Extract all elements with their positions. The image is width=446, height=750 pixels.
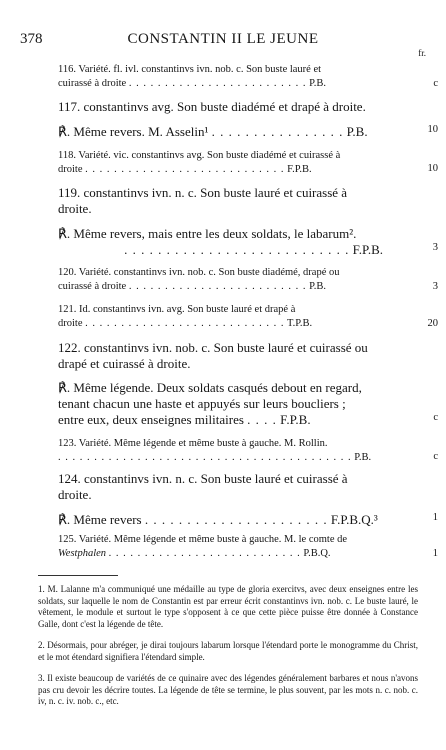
entry-line: droite. <box>58 201 92 216</box>
entry-line: 123. Variété. Même légende et même buste à gauche. M. Rollin. <box>58 438 328 449</box>
page-number: 378 <box>20 31 43 47</box>
rarity-123: c <box>433 451 438 462</box>
rarity-124: 1 <box>432 512 438 523</box>
entry-line: cuirassé à droite . . . . . . . . . . . . . . . . . . . . . . . . . P.B. <box>58 281 327 292</box>
entry-122 <box>58 340 383 372</box>
page-title: CONSTANTIN II LE JEUNE <box>127 31 319 47</box>
entry-119-reverse <box>58 226 383 258</box>
page-header <box>20 31 426 58</box>
entry-line: 125. Variété. Même légende et même buste à gauche. M. le comte de <box>58 534 348 545</box>
rarity-120: 3 <box>432 281 438 292</box>
entry-117 <box>58 99 383 115</box>
entry-line: 116. Variété. fl. ivl. constantinvs ivn. nob. c. Son buste lauré et <box>58 64 322 75</box>
rarity-122: c <box>433 412 438 423</box>
entry-line: droite. <box>58 487 92 502</box>
entry-line: 119. constantinvs ivn. n. c. Son buste lauré et cuirassé à <box>58 185 348 200</box>
footnote-2: 2. Désormais, pour abréger, je dirai toujours labarum lorsque l'étendard porte le monogramme du Christ, et le mot étendard signifiera l'étendard simple. <box>38 640 418 662</box>
rarity-117: 10 <box>427 124 438 135</box>
entry-line: . . . . . . . . . . . . . . . . . . . . . . . . . . . . . . . . . . . . . . . . . P.B. <box>58 452 372 463</box>
entry-line: 117. constantinvs avg. Son buste diadémé et drapé à droite. <box>58 99 366 114</box>
entry-line: . . . . . . . . . . . . . . . . . . . . . . . . . . . F.P.B. <box>124 242 383 257</box>
entry-124-reverse <box>58 512 383 528</box>
entry-line: drapé et cuirassé à droite. <box>58 356 191 371</box>
entry-line: tenant chacun une haste et appuyés sur leurs boucliers ; <box>58 396 346 411</box>
entry-line: Westphalen . . . . . . . . . . . . . . . . . . . . . . . . . . . P.B.Q. <box>58 548 331 559</box>
entry-116 <box>58 63 383 91</box>
entry-line: droite . . . . . . . . . . . . . . . . . . . . . . . . . . . . T.P.B. <box>58 318 313 329</box>
rarity-125: 1 <box>432 548 438 559</box>
entry-line: ℟. Même revers . . . . . . . . . . . . . . . . . . . . . . F.P.B.Q.³ <box>58 512 378 527</box>
entry-line: 120. Variété. constantinvs ivn. nob. c. Son buste diadémé, drapé ou <box>58 267 340 278</box>
fr-column-label: fr. <box>418 48 426 58</box>
entry-118 <box>58 149 383 177</box>
entry-120 <box>58 266 383 294</box>
entry-122-reverse <box>58 380 383 428</box>
entry-line: 122. constantinvs ivn. nob. c. Son buste lauré et cuirassé ou <box>58 340 368 355</box>
rarity-116: c <box>433 78 438 89</box>
footnote-1: 1. M. Lalanne m'a communiqué une médaille au type de gloria exercitvs, avec deux enseignes entre les soldats, sur laquelle le nom de Constantin est par erreur écrit constantinvs ivn. nob. c. Le buste lauré, le vêtement, le module et surtout le type s'opposent à ce que cette pièce puisse être donnée à Constance Galle, dont c'est la légende de tête. <box>38 584 418 629</box>
entry-line: 121. Id. constantinvs ivn. avg. Son buste lauré et drapé à <box>58 304 296 315</box>
rarity-119: 3 <box>432 242 438 253</box>
entry-line: droite . . . . . . . . . . . . . . . . . . . . . . . . . . . . F.P.B. <box>58 164 312 175</box>
entry-123 <box>58 437 383 465</box>
entry-line: 118. Variété. vic. constantinvs avg. Son buste diadémé et cuirassé à <box>58 150 341 161</box>
rarity-118: 10 <box>427 163 438 174</box>
entry-119 <box>58 185 383 217</box>
entry-line: ℟. Même revers. M. Asselin¹ . . . . . . . . . . . . . . . . P.B. <box>58 124 368 139</box>
entry-line: entre eux, deux enseignes militaires . . . . F.P.B. <box>58 412 311 427</box>
entry-line: cuirassé à droite . . . . . . . . . . . . . . . . . . . . . . . . . P.B. <box>58 78 327 89</box>
entry-117-reverse <box>58 124 383 140</box>
footnote-rule <box>38 575 118 576</box>
entry-125 <box>58 533 383 561</box>
entry-line: 124. constantinvs ivn. n. c. Son buste lauré et cuirassé à <box>58 471 348 486</box>
entry-124 <box>58 471 383 503</box>
rarity-121: 20 <box>427 318 438 329</box>
entry-121 <box>58 303 383 331</box>
entry-line: ℟. Même légende. Deux soldats casqués debout en regard, <box>58 380 362 395</box>
footnote-3: 3. Il existe beaucoup de variétés de ce quinaire avec des légendes généralement barbares et nous n'avons pas cru devoir les décrire toutes. La légende de tête se termine, le plus souvent, par les mots n. c. nob. c. iv, n. c. iv. nob. c., etc. <box>38 673 418 706</box>
entry-line: ℟. Même revers, mais entre les deux soldats, le labarum². <box>58 226 357 241</box>
